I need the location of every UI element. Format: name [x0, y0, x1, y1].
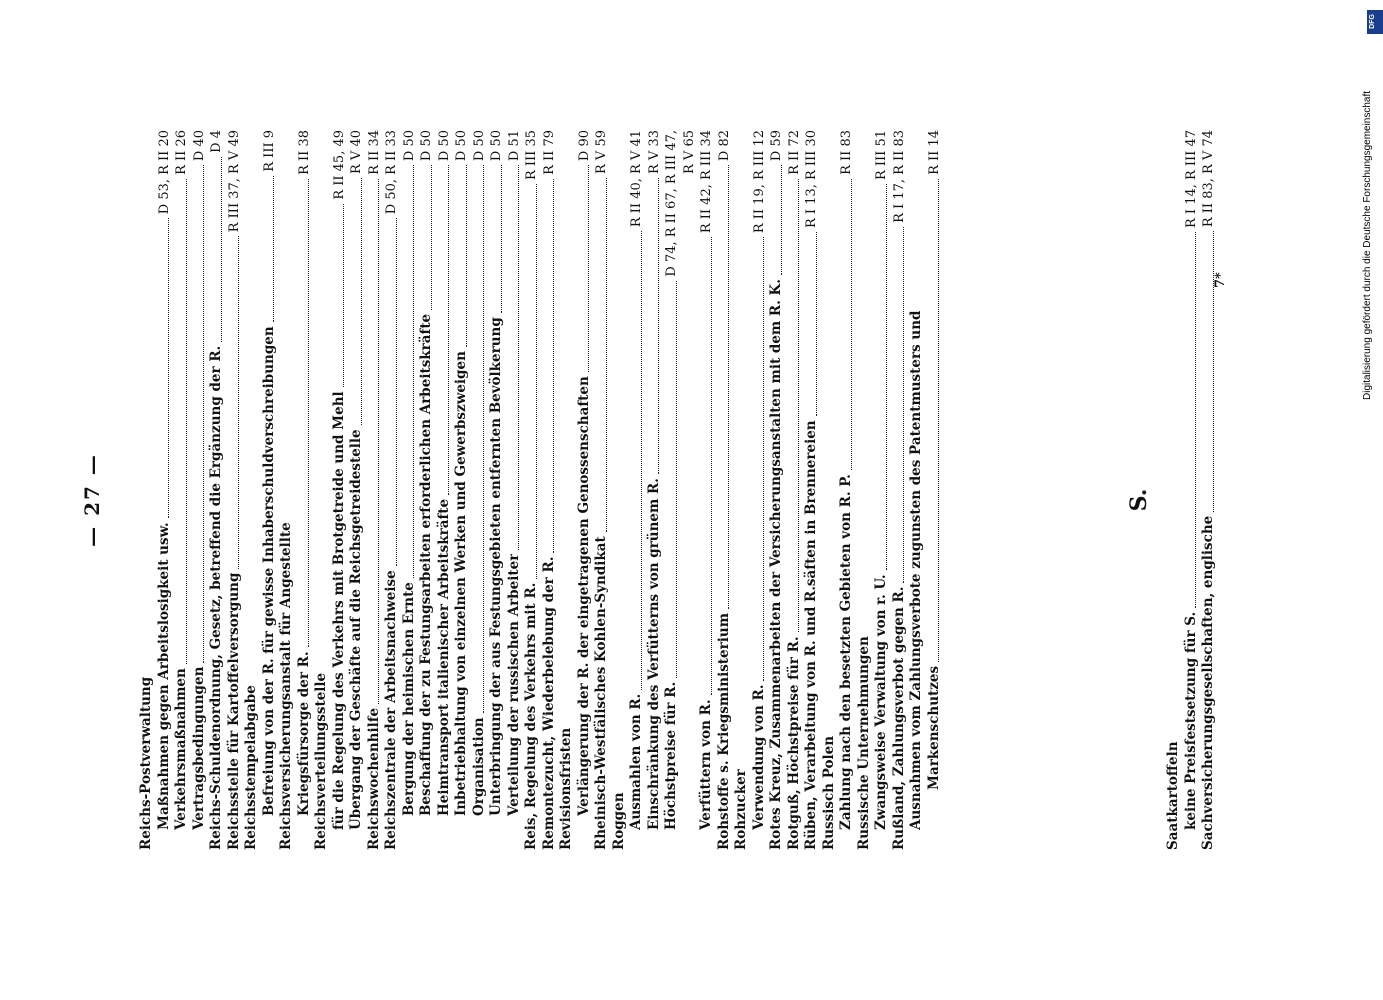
leader-dots: [711, 237, 712, 695]
entry-reference: R V 65: [681, 130, 697, 174]
index-entry: [541, 130, 559, 850]
leader-dots: [763, 237, 764, 680]
leader-dots: [186, 179, 187, 664]
entry-text: Verteilung der russischen Arbeiter: [505, 553, 522, 816]
leader-dots: [431, 165, 432, 310]
leader-dots: [273, 176, 274, 323]
entry-text: Rohzucker: [733, 769, 749, 850]
index-entry: [611, 130, 629, 850]
entry-text: Verfüttern von R.: [698, 699, 714, 830]
entry-text: Ausmahlen von R.: [628, 693, 644, 830]
entry-reference: D 40: [191, 130, 207, 162]
entry-text: Reichszentrale der Arbeitsnachweise: [383, 570, 399, 850]
entry-reference: R II 83, R V 74: [1201, 130, 1216, 228]
index-entry: [558, 130, 576, 850]
index-entry: [278, 130, 296, 850]
index-entry: [926, 130, 944, 850]
index-entry: [453, 130, 471, 850]
leader-dots: [536, 184, 537, 579]
leader-dots: [1195, 232, 1196, 608]
entry-reference: R V 33: [646, 130, 662, 174]
entry-reference: D 50: [419, 130, 434, 162]
index-entry: [506, 130, 524, 850]
index-entry: [436, 130, 454, 850]
entry-text: Saatkartoffeln: [1165, 741, 1181, 850]
entry-text: Rotguß, Höchstpreise für R.: [785, 636, 802, 850]
leader-dots: [676, 281, 677, 678]
entry-text: Reichs-Postverwaltung: [138, 676, 154, 850]
leader-dots: [798, 179, 799, 633]
entry-text: Reis, Regelung des Verkehrs mit R.: [523, 582, 539, 850]
index-entry: [471, 130, 489, 850]
entry-text: Markenschutzes: [925, 665, 942, 790]
index-entry: [1200, 130, 1218, 850]
entry-reference: R II 45, 49: [331, 130, 347, 200]
index-entry: [1165, 130, 1183, 850]
entry-text: Rohstoffe s. Kriegsministerium: [715, 613, 732, 850]
entry-reference: D 50: [471, 130, 487, 162]
index-entry: [803, 130, 821, 850]
digitization-note: [1352, 0, 1372, 1000]
leader-dots: [396, 218, 397, 566]
index-entry: [838, 130, 856, 850]
signature-mark: 7*: [1213, 272, 1228, 288]
entry-reference: R II 19, R III 12: [751, 130, 767, 234]
index-entry: [1183, 130, 1201, 850]
index-entry: [891, 130, 909, 850]
index-entry: [331, 130, 349, 850]
leader-dots: [361, 178, 362, 425]
entry-reference: R II 34: [366, 130, 382, 175]
entry-text: Maßnahmen gegen Arbeitslosigkeit usw.: [155, 522, 172, 830]
entry-text: Unterbringung der aus Festungsgebieten entfernten Bevölkerung: [488, 317, 504, 816]
leader-dots: [221, 157, 222, 342]
entry-text: Einschränkung des Verfütterns von grünem R.: [645, 478, 662, 830]
entry-reference: D 50: [489, 130, 504, 162]
index-entry: [138, 130, 156, 850]
index-entry: [366, 130, 384, 850]
entry-text: keine Preisfestsetzung für S.: [1182, 611, 1199, 830]
index-entry: [156, 130, 174, 850]
entry-text: Vertragsbedingungen: [190, 666, 207, 830]
entry-text: Inbetriebhaltung von einzelnen Werken und Gewerbszweigen: [453, 351, 469, 816]
index-entry: [646, 130, 664, 850]
entry-text: Bergung der heimischen Ernte: [400, 582, 417, 816]
entry-reference: D 50, R II 33: [384, 130, 399, 215]
entry-text: Rotes Kreuz, Zusammenarbeiten der Versicherungsanstalten mit dem R. K.: [768, 279, 784, 850]
entry-reference: R III 9: [261, 130, 277, 172]
leader-dots: [641, 231, 642, 690]
leader-dots: [413, 165, 414, 578]
entry-reference: D 74, R II 67, R III 47,: [664, 130, 679, 277]
entry-reference: R III 37, R V 49: [226, 130, 242, 233]
index-entry: [208, 130, 226, 850]
entry-text: Russische Unternehmungen: [855, 636, 872, 850]
index-entry: [523, 130, 541, 850]
entry-text: Höchstpreise für R.: [663, 681, 679, 830]
entry-text: Rheinisch-Westfälisches Kohlen-Syndikat: [593, 536, 609, 850]
entry-reference: R I 14, R III 47: [1183, 130, 1199, 228]
entry-reference: D 50: [436, 130, 452, 162]
entry-text: Revisionsfristen: [558, 727, 574, 850]
index-entry: [296, 130, 314, 850]
leader-dots: [501, 165, 502, 313]
entry-text: Kriegsfürsorge der R.: [295, 651, 312, 816]
index-entry: [856, 130, 874, 850]
index-entry: [786, 130, 804, 850]
leader-dots: [553, 179, 554, 553]
entry-text: Russisch Polen: [820, 735, 837, 850]
entry-reference: R II 83: [839, 130, 854, 175]
page-number: — 27 —: [80, 453, 104, 547]
index-entry: [698, 130, 716, 850]
entry-text: Rüben, Verarbeitung von R. und R.säften in Brennereien: [803, 420, 819, 850]
entry-text: Rußland, Zahlungsverbot gegen R.: [890, 586, 907, 850]
index-entry: [751, 130, 769, 850]
leader-dots: [781, 165, 782, 275]
leader-dots: [378, 179, 379, 704]
leader-dots: [343, 204, 344, 388]
index-entry: [313, 130, 331, 850]
leader-dots: [606, 178, 607, 532]
entry-reference: R II 14: [926, 130, 942, 175]
section-letter: S.: [1126, 488, 1152, 512]
index-entry: [681, 130, 699, 850]
index-entry: [261, 130, 279, 850]
leader-dots: [728, 165, 729, 609]
entry-reference: D 50: [454, 130, 469, 162]
entry-text: Remontezucht, Wiederbelebung der R.: [540, 556, 557, 850]
entry-reference: D 4: [209, 130, 224, 153]
leader-dots: [168, 218, 169, 518]
leader-dots: [938, 179, 939, 662]
index-entry: [768, 130, 786, 850]
index-entry: [383, 130, 401, 850]
dfg-logo-text: DFG: [1368, 14, 1376, 29]
entry-reference: R III 51: [874, 130, 889, 181]
entry-reference: D 51: [506, 130, 522, 162]
entry-reference: R II 38: [296, 130, 312, 175]
entry-text: Verlängerung der R. der eingetragenen Genossenschaften: [575, 376, 592, 816]
entry-text: Reichswochenhilfe: [365, 707, 382, 850]
dfg-logo: [1367, 10, 1383, 34]
index-entry: [593, 130, 611, 850]
entry-text: Reichsversicherungsanstalt für Angestellte: [278, 522, 294, 850]
entry-text: für die Regelung des Verkehrs mit Brotgetreide und Mehl: [330, 391, 347, 830]
entry-text: Beschaffung der zu Festungsarbeiten erforderlichen Arbeitskräfte: [418, 313, 434, 816]
entry-text: Übergang der Geschäfte auf die Reichsgetreidestelle: [348, 429, 364, 830]
entry-reference: R II 40, R V 41: [629, 130, 644, 228]
index-entry: [716, 130, 734, 850]
leader-dots: [886, 184, 887, 570]
leader-dots: [851, 179, 852, 470]
entry-reference: D 53, R II 20: [156, 130, 172, 215]
entry-text: Heimtransport italienischer Arbeitskräfte: [435, 498, 452, 816]
entry-reference: D 90: [576, 130, 592, 162]
index-entry: [576, 130, 594, 850]
index-list: [138, 130, 943, 850]
entry-reference: R V 59: [594, 130, 609, 174]
index-entry: [348, 130, 366, 850]
entry-text: Ausnahmen vom Zahlungsverbote zugunsten des Patentmusters und: [908, 310, 924, 830]
leader-dots: [518, 165, 519, 550]
leader-dots: [588, 165, 589, 372]
index-entry: [628, 130, 646, 850]
entry-text: Zwangsweise Verwaltung von r. U.: [873, 574, 889, 830]
entry-reference: R III 35: [524, 130, 539, 181]
leader-dots: [483, 165, 484, 713]
entry-reference: D 50: [401, 130, 417, 162]
entry-reference: R V 40: [349, 130, 364, 174]
entry-text: Reichsstempelabgabe: [243, 685, 259, 850]
leader-dots: [448, 165, 449, 495]
entry-text: Verwendung von R.: [750, 684, 767, 830]
leader-dots: [466, 165, 467, 347]
index-entry: [243, 130, 261, 850]
entry-reference: R II 26: [174, 130, 189, 175]
leader-dots: [238, 236, 239, 568]
index-list-s: [1165, 130, 1218, 850]
entry-text: Reichsstelle für Kartoffelversorgung: [225, 572, 242, 850]
entry-reference: R II 79: [541, 130, 557, 175]
entry-text: Roggen: [610, 792, 627, 850]
entry-reference: R II 42, R III 34: [699, 130, 714, 234]
leader-dots: [308, 179, 309, 648]
entry-text: Verkehrsmaßnahmen: [173, 668, 189, 830]
entry-text: Befreiung von der R. für gewisse Inhaberschuldverschreibungen: [260, 326, 277, 816]
entry-text: Organisation: [470, 717, 487, 816]
index-entry: [191, 130, 209, 850]
entry-reference: R II 72: [786, 130, 802, 175]
entry-reference: D 82: [716, 130, 732, 162]
index-entry: [173, 130, 191, 850]
index-entry: [733, 130, 751, 850]
entry-reference: R I 17, R II 83: [891, 130, 907, 223]
index-entry: [488, 130, 506, 850]
leader-dots: [816, 232, 817, 416]
index-entry: [663, 130, 681, 850]
index-entry: [821, 130, 839, 850]
index-entry: [873, 130, 891, 850]
entry-text: Sachversicherungsgesellschaften, englische: [1200, 515, 1216, 850]
digitization-text: Digitalisierung gefördert durch die Deutsche Forschungsgemeinschaft: [1362, 90, 1373, 400]
index-entry: [226, 130, 244, 850]
entry-text: Reichs-Schuldenordnung, Gesetz, betreffend die Ergänzung der R.: [208, 345, 224, 850]
index-entry: [418, 130, 436, 850]
leader-dots: [903, 227, 904, 583]
entry-text: Zahlung nach den besetzten Gebieten von R. P.: [838, 474, 854, 830]
index-entry: [908, 130, 926, 850]
index-entry: [401, 130, 419, 850]
entry-reference: R I 13, R III 30: [804, 130, 819, 228]
entry-reference: D 59: [769, 130, 784, 162]
leader-dots: [658, 178, 659, 474]
leader-dots: [203, 165, 204, 662]
entry-text: Reichsverteilungsstelle: [313, 672, 329, 850]
